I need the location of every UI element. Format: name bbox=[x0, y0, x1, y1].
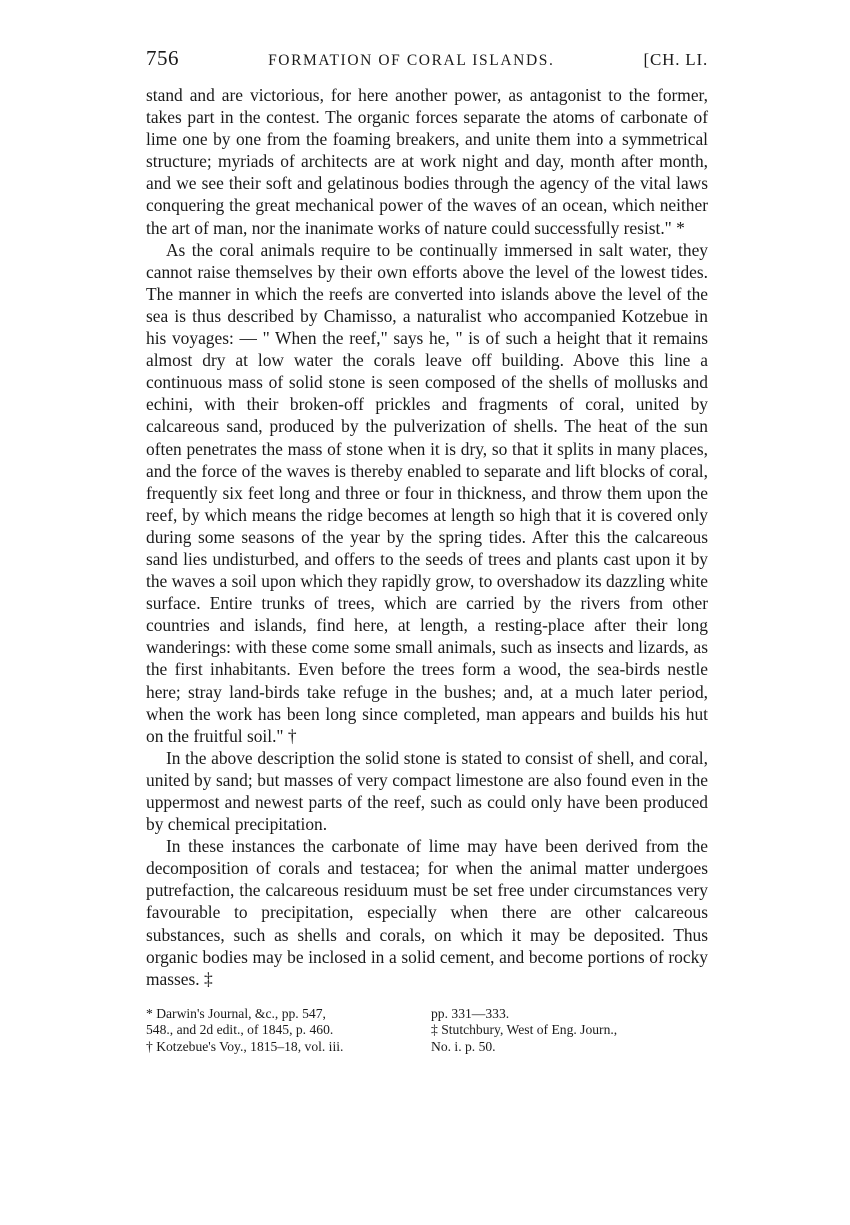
paragraph-carbonate-of-lime: In these instances the carbonate of lime may have been derived from the decomposition of corals and testacea; for when the animal matter undergoes putrefaction, the calcareous residuum must be set free under circumstances very favourable to precipitation, especially when there are other calcareous substances, such as shells and corals, on which it may be deposited. Thus organic bodies may be inclosed in a solid cement, and become portions of rocky masses. ‡ bbox=[146, 836, 708, 989]
footnotes bbox=[146, 1006, 708, 1056]
footnotes-left-column bbox=[146, 1006, 423, 1056]
footnote-line: pp. 331—333. bbox=[431, 1005, 510, 1021]
paragraph-continued: stand and are victorious, for here another power, as antagonist to the former, takes part in the contest. The organic forces separate the atoms of carbonate of lime one by one from the foaming breakers, and unite them into a symmetrical structure; myriads of architects are at work night and day, month after month, and we see their soft and gelatinous bodies through the agency of the vital laws conquering the great mechanical power of the waves of an ocean, which neither the art of man, nor the inanimate works of nature could successfully resist." * bbox=[146, 85, 708, 238]
page-number: 756 bbox=[146, 46, 179, 70]
chapter-reference: [CH. LI. bbox=[643, 50, 708, 69]
footnote-line: ‡ Stutchbury, West of Eng. Journ., bbox=[431, 1022, 618, 1038]
running-title: FORMATION OF CORAL ISLANDS. bbox=[268, 52, 555, 69]
footnotes-right-column bbox=[423, 1006, 708, 1056]
paragraph-chamisso-quote: As the coral animals require to be continually immersed in salt water, they cannot raise themselves by their own efforts above the level of the lowest tides. The manner in which the reefs are converted into islands above the level of the sea is thus described by Chamisso, a naturalist who accompanied Kotzebue in his voyages: — " When the reef," says he, " is of such a height that it remains almost dry at low water the corals leave off building. Above this line a continuous mass of solid stone is seen composed of the shells of mollusks and echini, with their broken-off prickles and fragments of coral, united by calcareous sand, produced by the pulverization of shells. The heat of the sun often penetrates the mass of stone when it is dry, so that it splits in many places, and the force of the waves is thereby enabled to separate and lift blocks of coral, frequently six feet long and three or four in thickness, and throw them upon the reef, by which means the ridge becomes at length so high that it is covered only during some seasons of the year by the spring tides. After this the calcareous sand lies undisturbed, and offers to the seeds of trees and plants cast upon it by the waves a soil upon which they rapidly grow, to overshadow its dazzling white surface. Entire trunks of trees, which are carried by the rivers from other countries and islands, find here, at length, a resting-place after their long wanderings: with these come some small animals, such as insects and lizards, as the first inhabitants. Even before the trees form a wood, the sea-birds nestle here; stray land-birds take refuge in the bushes; and, at a much later period, when the work has been long since completed, man appears and builds his hut on the fruitful soil." † bbox=[146, 239, 708, 746]
footnote-line: 548., and 2d edit., of 1845, p. 460. bbox=[146, 1022, 334, 1038]
running-header bbox=[146, 46, 708, 76]
paragraph-solid-stone: In the above description the solid stone is stated to consist of shell, and coral, united by sand; but masses of very compact limestone are also found even in the uppermost and newest parts of the reef, such as could only have been produced by chemical precipitation. bbox=[146, 747, 708, 835]
footnote-line: No. i. p. 50. bbox=[431, 1038, 496, 1054]
footnote-line: † Kotzebue's Voy., 1815–18, vol. iii. bbox=[146, 1038, 344, 1054]
footnote-line: * Darwin's Journal, &c., pp. 547, bbox=[146, 1005, 326, 1021]
body-text bbox=[146, 84, 708, 990]
